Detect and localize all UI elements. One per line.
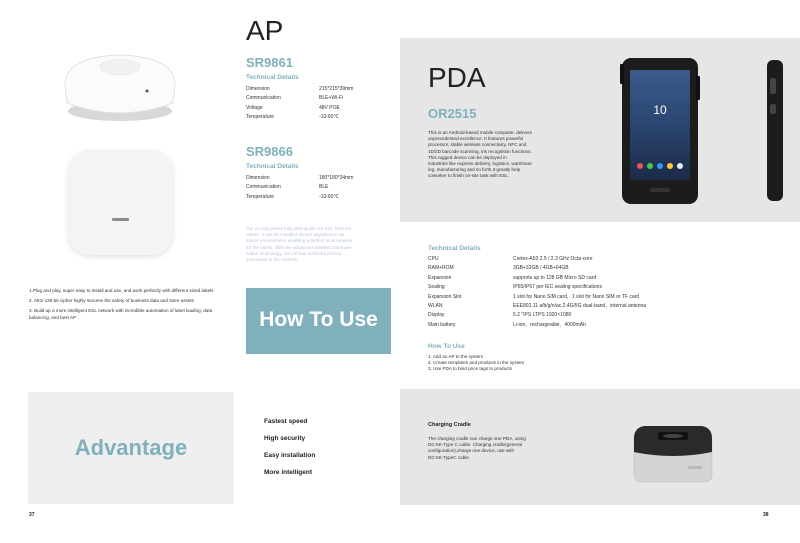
description-line: indoor environment, enabling a perfect local network bbox=[246, 238, 353, 244]
pda-device-front bbox=[620, 56, 700, 206]
pda-section-title: PDA bbox=[428, 62, 486, 93]
spec-label: Display bbox=[428, 312, 445, 319]
spec-label: Communication bbox=[246, 95, 281, 102]
feature-item: 2. AES-128-bit cipher highly secures the safety of business data and store assets bbox=[29, 298, 194, 304]
description-line: coworker to finish on-site task with ESL. bbox=[428, 173, 510, 179]
spec-row bbox=[246, 183, 396, 192]
ap-indicator-slot bbox=[112, 218, 129, 221]
advantage-item: High security bbox=[264, 435, 306, 442]
spec-label: Voltage bbox=[246, 104, 263, 111]
step-item: 2. Create templates and products in the system bbox=[428, 360, 525, 366]
description-line: This rugged device can be deployed in bbox=[428, 154, 507, 160]
sr9866-specs bbox=[246, 174, 396, 202]
spec-row bbox=[428, 255, 793, 264]
spec-value: Cortex-A53 2.5 / 2.3 GHz Octa-core bbox=[513, 256, 593, 262]
spec-row bbox=[428, 274, 793, 283]
spec-value: 48V POE bbox=[319, 104, 340, 111]
spec-row bbox=[428, 321, 793, 330]
sr9861-details-heading: Technical Details bbox=[246, 74, 299, 81]
ap-description bbox=[246, 226, 396, 263]
pda-description bbox=[428, 130, 563, 180]
spec-row bbox=[428, 283, 793, 292]
how-to-use-banner-text: How To Use bbox=[259, 308, 378, 331]
spec-label: RAM+ROM bbox=[428, 265, 454, 272]
spec-row bbox=[428, 293, 793, 302]
pda-details-heading: Technical Details bbox=[428, 245, 481, 252]
pda-how-to-use-steps bbox=[428, 354, 628, 373]
advantages-list bbox=[264, 418, 315, 486]
ap-section-title: AP bbox=[246, 15, 284, 46]
spec-label: Sealing bbox=[428, 284, 445, 291]
sr9866-details-heading: Technical Details bbox=[246, 163, 299, 170]
step-item: 1. Add an AP to the system bbox=[428, 354, 484, 359]
spec-label: Dimension bbox=[246, 175, 270, 181]
spec-row bbox=[428, 311, 793, 320]
cradle-title: Charging Cradle bbox=[428, 422, 471, 428]
spec-row bbox=[246, 113, 396, 122]
spec-value: BLE+Wi-Fi bbox=[319, 95, 344, 102]
spec-value: 215*215*39mm bbox=[319, 86, 354, 92]
description-line: This is an Android-based mobile computer, delivers bbox=[428, 130, 532, 135]
description-line: configuration),charge one device, use with bbox=[428, 448, 515, 454]
advantage-banner-text: Advantage bbox=[74, 435, 188, 460]
advantage-banner bbox=[28, 392, 234, 504]
spec-row bbox=[246, 94, 396, 103]
description-line: for the labels. With the advanced wireless communi- bbox=[246, 244, 353, 250]
pda-model: OR2515 bbox=[428, 106, 477, 121]
sr9866-model: SR9866 bbox=[246, 144, 293, 159]
spec-label: Dimension bbox=[246, 86, 270, 92]
advantage-item: Easy installation bbox=[264, 452, 316, 459]
pda-how-to-use-heading: How To Use bbox=[428, 343, 465, 350]
spec-label: Expansion bbox=[428, 274, 452, 281]
spec-row bbox=[428, 302, 793, 311]
spec-value: 5.2 "IPS LTPS 1920×1080 bbox=[513, 312, 572, 319]
description-line: processor, stable wireless connectivity, NFC and bbox=[428, 142, 527, 148]
sr9861-model: SR9861 bbox=[246, 55, 293, 70]
advantage-item: More intelligent bbox=[264, 469, 313, 476]
sr9861-specs bbox=[246, 85, 396, 123]
spec-row bbox=[246, 174, 396, 183]
cradle-description bbox=[428, 436, 578, 461]
description-line: DC-5K-Type C cable. Charging cradle(general bbox=[428, 442, 522, 448]
spec-label: Main battery bbox=[428, 321, 456, 328]
how-to-use-banner bbox=[246, 288, 391, 354]
spec-value: supports up to 128 GB Micro SD card bbox=[513, 274, 597, 281]
feature-item: 1.Plug and play, super easy to install and use, and work perfectly with different sized labels bbox=[29, 288, 214, 293]
spec-value: 1 slot for Nano SIM card，1 slot for Nano SIM or TF card bbox=[513, 293, 640, 300]
spec-label: Communication bbox=[246, 184, 281, 191]
description-line: cation technology, our AP has achieved proven bbox=[246, 250, 342, 256]
spec-label: CPU bbox=[428, 256, 439, 262]
spec-label: WLAN bbox=[428, 302, 443, 309]
description-line: others. It can be installed almost anywhere in an bbox=[246, 232, 345, 238]
ap-features bbox=[29, 288, 234, 321]
feature-item: 3. Build up a more intelligent ESL network with incredible automation of label loading, data balancing, and best AP bbox=[29, 308, 213, 320]
step-item: 3. Use PDA to bind price tags to products bbox=[428, 366, 513, 372]
spec-value: IP65/IP67 per IEC sealing specifications bbox=[513, 284, 602, 291]
ap-sr9866-image bbox=[68, 150, 173, 255]
description-line: The charging cradle can charge one PDA, using bbox=[428, 436, 526, 441]
page-number-right: 38 bbox=[763, 512, 769, 518]
spec-value: EEE802.11 a/b/g/n/ac,2.4G/5G dual-band，internal antenna bbox=[513, 302, 647, 309]
spec-label: Temperature bbox=[246, 114, 275, 121]
description-line: 1D/2D barcode scanning, iris recognition functions. bbox=[428, 148, 532, 154]
description-line: DC-5K-TypeC cable bbox=[428, 454, 469, 460]
description-line: Our access points help distinguish our ESL from the bbox=[246, 226, 352, 231]
spec-value: 180*180*34mm bbox=[319, 175, 354, 181]
description-line: ing, manufacturing and so forth.It greatly help bbox=[428, 167, 521, 173]
pda-device-side bbox=[764, 58, 786, 203]
spec-row bbox=[428, 264, 793, 273]
pda-specs bbox=[428, 255, 793, 330]
spec-row bbox=[246, 85, 396, 94]
description-line: unprecedented excellence. It features powerful bbox=[428, 136, 524, 142]
spec-row bbox=[246, 104, 396, 113]
advantage-item: Fastest speed bbox=[264, 418, 308, 425]
spec-value: Li-ion，rechargeable，4000mAh bbox=[513, 321, 586, 328]
spec-value: 3GB+32GB / 4GB+64GB bbox=[513, 265, 569, 272]
spec-value: -10-60℃ bbox=[319, 193, 340, 200]
spec-value: -10-60℃ bbox=[319, 114, 340, 121]
description-line: industries like express delivery, logistics, warehous- bbox=[428, 161, 533, 167]
ap-sr9861-image bbox=[55, 45, 185, 125]
spec-label: Expansion Slot bbox=[428, 293, 462, 300]
spec-value: BLE bbox=[319, 184, 329, 191]
spec-label: Temperature bbox=[246, 193, 275, 200]
spec-row bbox=[246, 193, 396, 202]
phone-clock: 10 bbox=[653, 103, 667, 117]
description-line: successes in the markets. bbox=[246, 257, 299, 263]
page-number-left: 37 bbox=[29, 512, 35, 518]
charging-cradle-image bbox=[628, 408, 718, 488]
